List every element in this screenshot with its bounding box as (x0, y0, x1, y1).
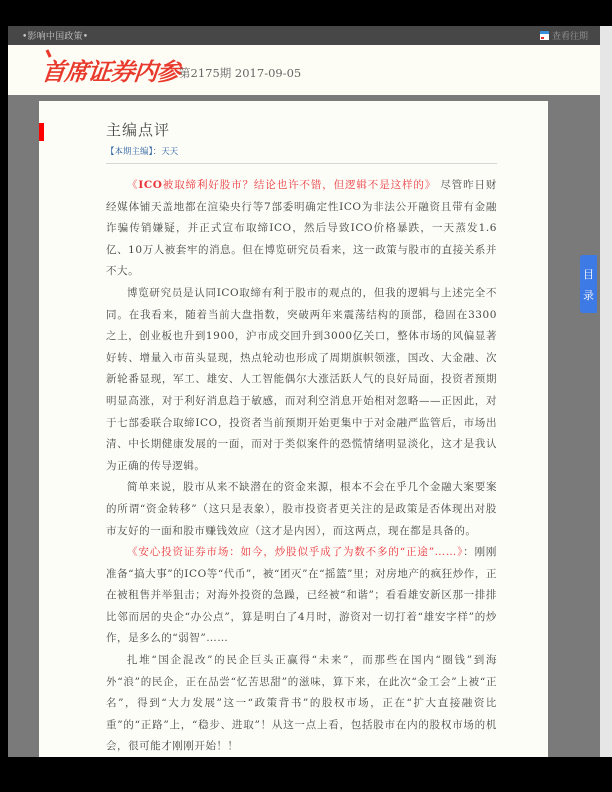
editor-line (106, 145, 497, 157)
logo: 首席证券内参 (40, 52, 182, 87)
paragraph-4: 《安心投资证券市场：如今，炒股似乎成了为数不多的“正途”……》：刚刚准备“搞大事”的ICO等“代币”，被“团灭”在“摇篮”里；对房地产的疯狂炒作，正在被租售并举狙击；对海外投资的急躁，已经被“和谐”；看看雄安新区那一排排比邻而居的央企“办公点”，算是明白了4月时，游资对一切打着“雄安字样”的炒作，是多么的“弱智”…… (106, 546, 497, 645)
editor-label: 【本期主编】： (106, 147, 162, 157)
paragraph-1: 《ICO被取缔利好股市？结论也许不错，但逻辑不是这样的》 尽管昨日财经媒体铺天盖地都在渲染央行等7部委明确定性ICO为非法公开融资且带有金融诈骗传销嫌疑，并正式宣布取缔ICO，然后导致ICO价格暴跌，一天蒸发1.6亿、10万人被套牢的消息。但在博览研究员看来，这一政策与股市的直接关系并不大。 (106, 179, 497, 278)
slogan: •影响中国政策• (22, 32, 89, 42)
article-body (106, 175, 497, 757)
article-link-securities[interactable]: 《安心投资证券市场：如今，炒股似乎成了为数不多的“正途”……》 (127, 546, 464, 559)
paragraph-5: 扎堆“国企混改”的民企巨头正赢得“未来”，而那些在国内“圈钱”到海外“浪”的民企，正在品尝“忆苦思甜”的滋味，算下来，在此次“金工会”上被“正名”，得到“大力发展”这一“政策背书”的股权市场，正在“扩大直接融资比重”的“正路”上，“稳步、进取”！从这一点上看，包括股市在内的股权市场的机会，很可能才刚刚开始！！ (106, 654, 497, 753)
table-of-contents-tab[interactable] (580, 255, 597, 313)
view-archive-link[interactable] (540, 29, 588, 42)
reader-viewport (8, 26, 600, 757)
window-top-bar (0, 0, 612, 26)
issue-info: 第2175期 2017-09-05 (179, 66, 302, 80)
article-page (39, 101, 548, 757)
paragraph-3: 简单来说，股市从来不缺潜在的资金来源，根本不会在乎几个金融大案要案的所谓“资金转移”（这只是表象），股市投资者更关注的是政策是否体现出对股市友好的一面和股市赚钱效应（这才是内因），而这两点，现在都是具备的。 (106, 481, 497, 537)
editor-name: 天天 (161, 147, 179, 157)
section-title: 主编点评 (106, 121, 171, 139)
view-archive-label: 查看往期 (551, 32, 588, 42)
article-content (106, 119, 497, 757)
toc-char-2: 录 (583, 288, 594, 302)
calendar-icon (540, 31, 549, 40)
masthead (8, 45, 600, 95)
top-nav-bar (8, 26, 600, 45)
toc-char-1: 目 (583, 267, 594, 281)
title-divider (106, 163, 497, 164)
paragraph-2: 博览研究员是认同ICO取缔有利于股市的观点的，但我的逻辑与上述完全不同。在我看来，随着当前大盘指数，突破两年来震荡结构的顶部，稳固在3300之上，创业板也升到1900，沪市成交回升到3000亿关口，整体市场的风偏显著好转、增量入市苗头显现，热点轮动也形成了周期旗帜领涨，国改、大金融、次新轮番显现，军工、雄安、人工智能偶尔大涨活跃人气的良好局面，投资者预期明显高涨，对于利好消息趋于敏感，而对利空消息开始相对忽略——正因此，对于七部委联合取缔ICO，投资者当前预期开始更集中于对金融严监管后，市场出清、中长期健康发展的一面，而对于类似案件的恐慌情绪明显淡化，这才是我认为正确的传导逻辑。 (106, 286, 497, 472)
article-link-ico[interactable]: 《ICO被取缔利好股市？结论也许不错，但逻辑不是这样的》 (127, 179, 437, 191)
section-marker (39, 123, 44, 141)
window-bottom-bar (0, 757, 612, 792)
vertical-scrollbar[interactable] (600, 26, 612, 757)
